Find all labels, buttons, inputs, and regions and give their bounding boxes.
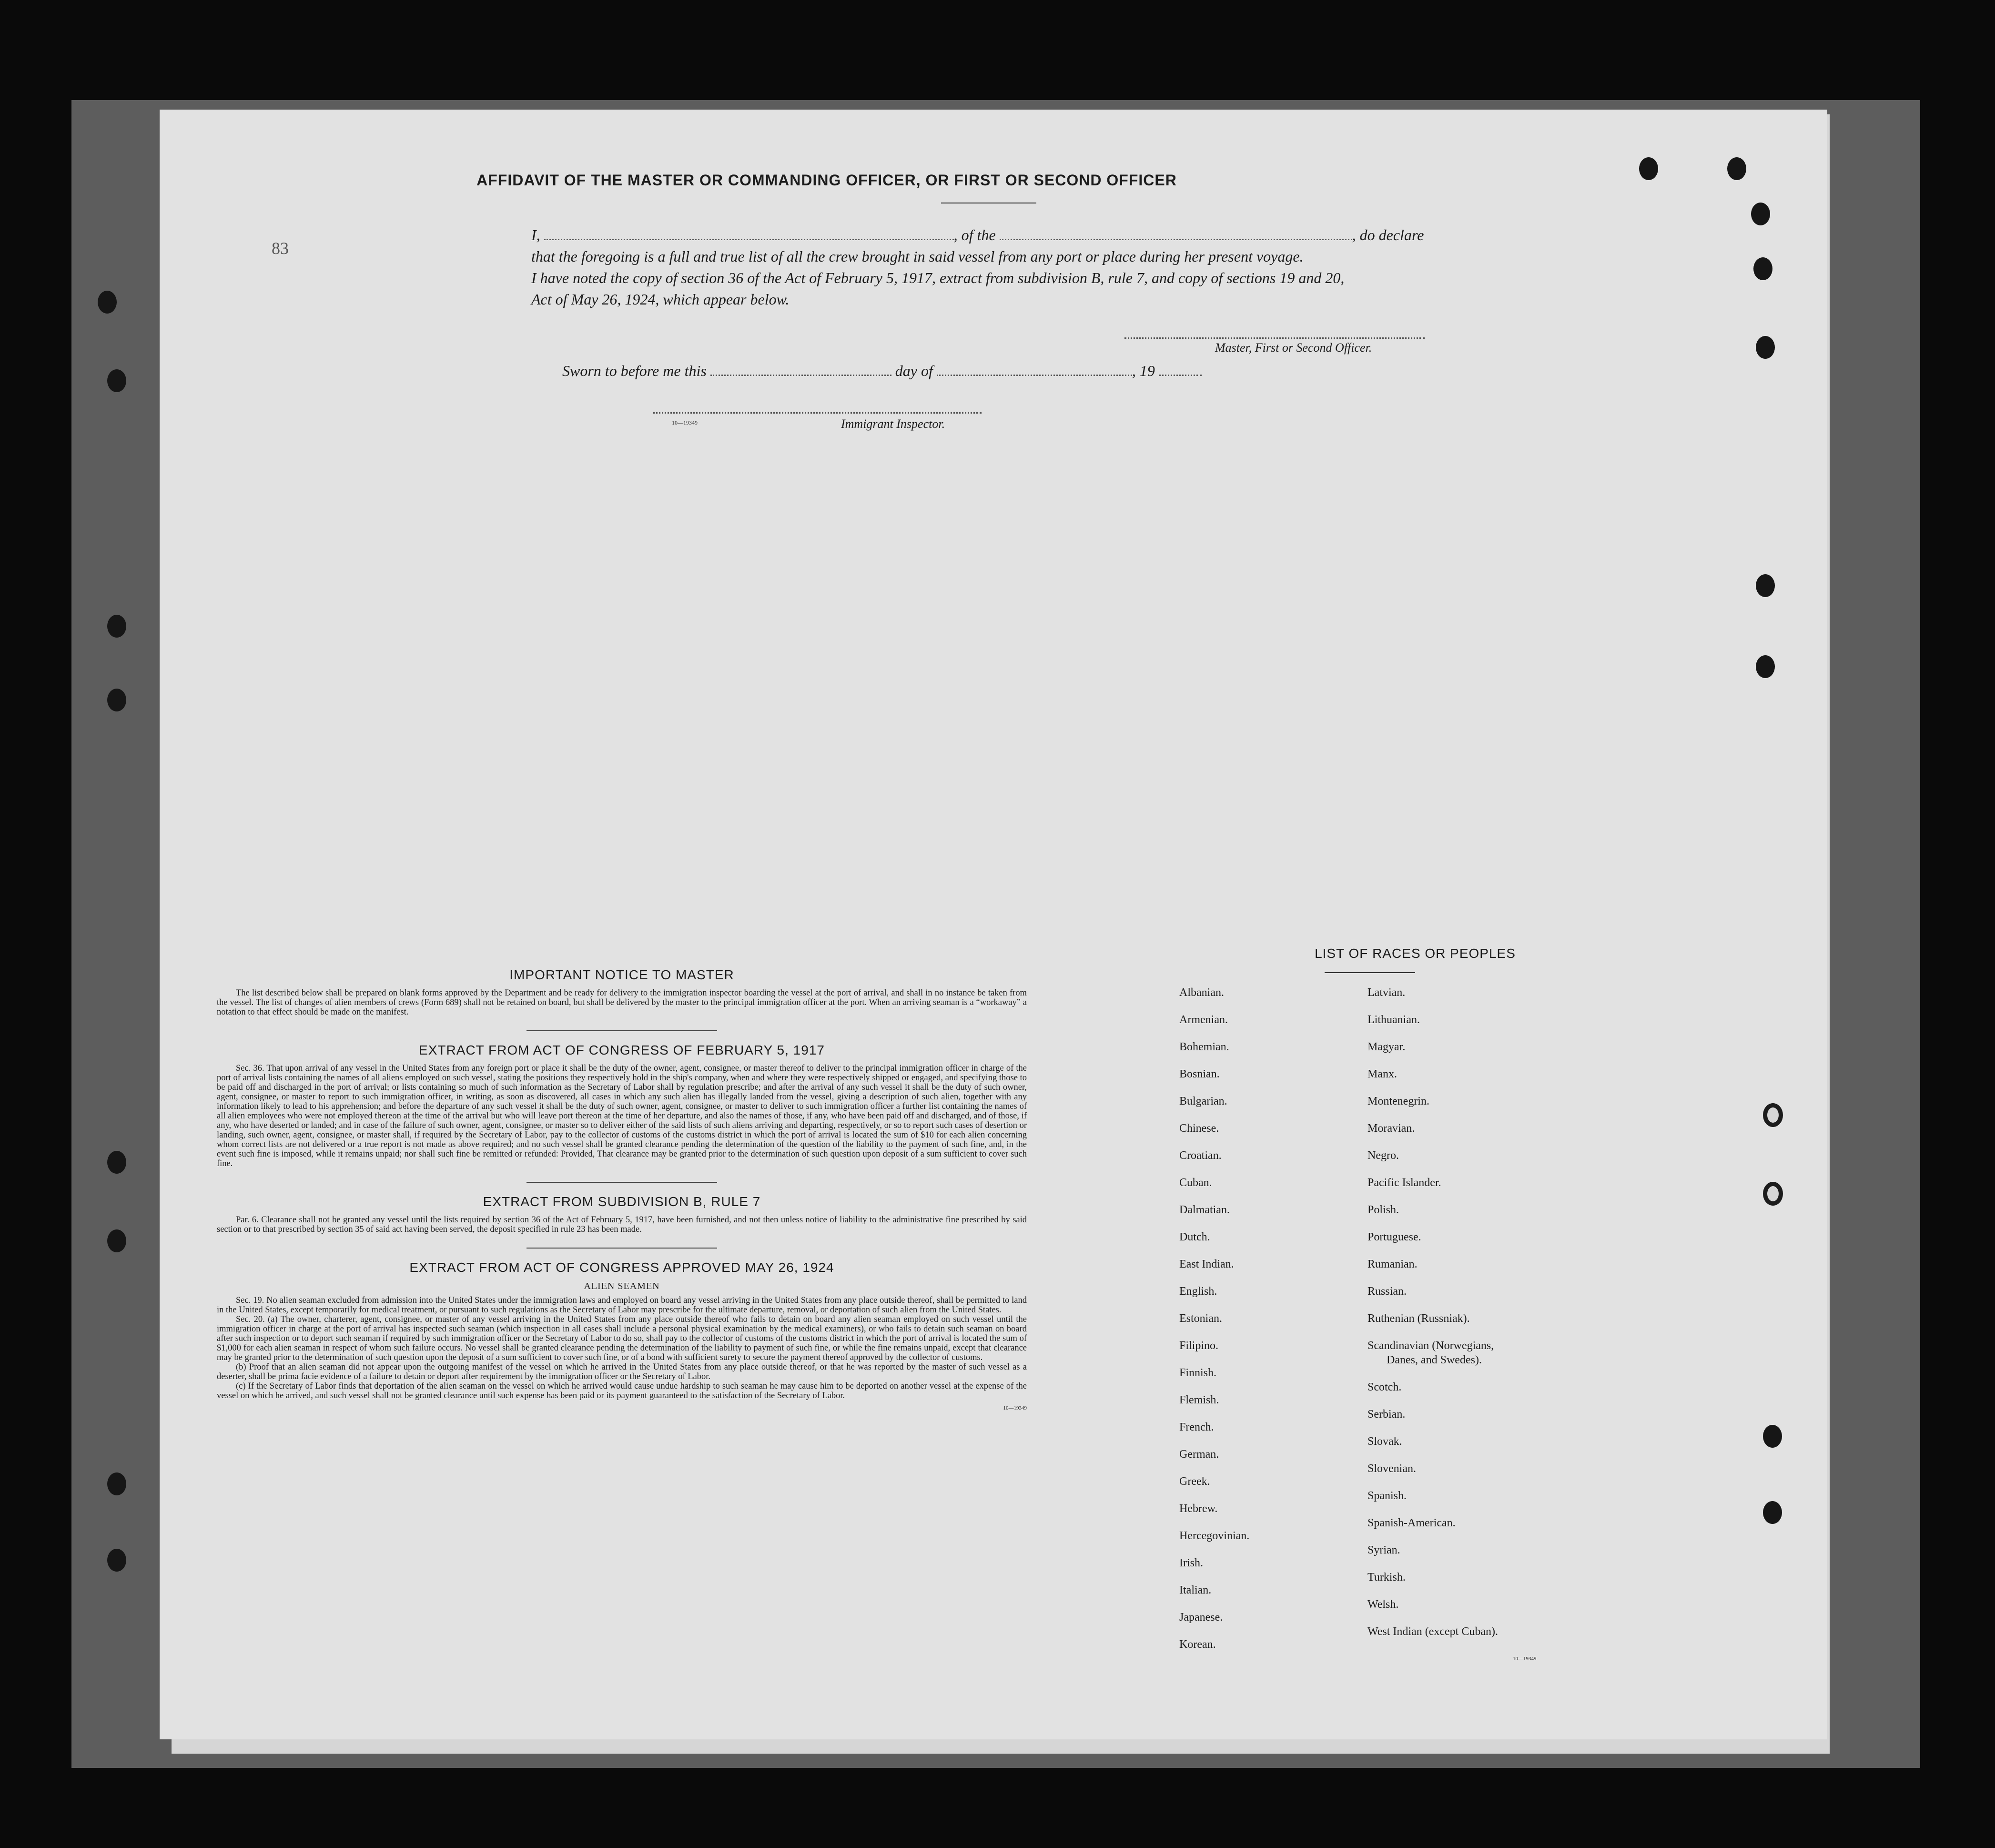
handwritten-page-number: 83 [272, 239, 289, 258]
race-item: Hercegovinian. [1179, 1530, 1250, 1542]
punch-hole [107, 369, 126, 392]
sworn-label: Sworn to before me this [562, 362, 707, 379]
section-divider [527, 1248, 717, 1249]
sec-20c-text: (c) If the Secretary of Labor finds that deportation of the alien seaman on the vessel on which he arrived would cause undue hardship to such seaman he may cause him to be deported on another vessel at the expense of the vessel on which he arrived, and such vessel shall not be granted clearance until such expense has been paid or its payment guaranteed to the satisfaction of the Secretary of Labor. [217, 1381, 1027, 1401]
notice-title: IMPORTANT NOTICE TO MASTER [509, 967, 734, 982]
race-item: Finnish. [1179, 1367, 1217, 1379]
race-item: Japanese. [1179, 1611, 1223, 1624]
punch-hole [1639, 157, 1658, 180]
punch-hole [107, 1151, 126, 1174]
race-item-line: Danes, and Swedes). [1387, 1354, 1482, 1366]
punch-hole [107, 1472, 126, 1495]
section-divider [527, 1030, 717, 1031]
race-item: Greek. [1179, 1475, 1210, 1488]
race-item: Dutch. [1179, 1231, 1210, 1243]
race-item: Filipino. [1179, 1340, 1219, 1352]
vessel-name-field[interactable] [1000, 226, 1352, 240]
race-item: Croatian. [1179, 1149, 1222, 1162]
races-title: LIST OF RACES OR PEOPLES [1315, 946, 1516, 961]
race-item: Armenian. [1179, 1014, 1228, 1026]
affidavit-title: AFFIDAVIT OF THE MASTER OR COMMANDING OFFICER, OR FIRST OR SECOND OFFICER [476, 172, 1177, 189]
punch-hole [107, 689, 126, 711]
race-item: Hebrew. [1179, 1503, 1218, 1515]
master-name-field[interactable] [544, 226, 954, 240]
inspector-label: Immigrant Inspector. [841, 417, 945, 431]
punch-hole [107, 1549, 126, 1572]
punch-hole [1763, 1103, 1783, 1127]
race-item: English. [1179, 1285, 1217, 1298]
race-item: French. [1179, 1421, 1214, 1433]
race-item: Polish. [1367, 1204, 1399, 1216]
race-item: Rumanian. [1367, 1258, 1418, 1270]
master-signature-line[interactable] [1124, 337, 1425, 339]
sworn-year-field[interactable] [1159, 362, 1202, 376]
race-item: Serbian. [1367, 1408, 1406, 1421]
race-item: Bohemian. [1179, 1041, 1229, 1053]
race-item: Albanian. [1179, 986, 1224, 999]
punch-hole [1751, 203, 1770, 225]
races-title-divider [1325, 972, 1415, 973]
race-item: Cuban. [1179, 1177, 1212, 1189]
punch-hole [1756, 655, 1775, 678]
punch-hole [1763, 1501, 1782, 1524]
form-number: 10—19349 [672, 419, 698, 426]
sec-19-text: Sec. 19. No alien seaman excluded from admission into the United States under the immigration laws and employed on board any vessel arriving in the United States from any place outside thereof, shall be permitted to land in the United States, except temporarily for medical treatment, or pursuant to such regulations as the Secretary of Labor may prescribe for the ultimate departure, removal, or deportation of such alien from the United States. [217, 1296, 1027, 1315]
punch-hole [107, 1229, 126, 1252]
extract-rule7-text: Par. 6. Clearance shall not be granted any vessel until the lists required by section 36 of the Act of February 5, 1917, have been furnished, and not then unless notice of liability to the administrative fine prescribed by said section or to that prescribed by section 35 of said act having been served, the deposit specified in rule 23 has been made. [217, 1215, 1027, 1234]
section-divider [527, 1182, 717, 1183]
of-the-label: , of the [953, 226, 996, 244]
year-prefix: , 19 [1132, 362, 1155, 379]
affidavit-line-4: Act of May 26, 1924, which appear below. [531, 291, 790, 308]
do-declare-label: , do declare [1352, 226, 1424, 244]
race-item: Slovak. [1367, 1435, 1402, 1448]
race-item: Slovenian. [1367, 1462, 1416, 1475]
race-item: Montenegrin. [1367, 1095, 1429, 1107]
race-item: Irish. [1179, 1557, 1203, 1569]
sec-20b-text: (b) Proof that an alien seaman did not appear upon the outgoing manifest of the vessel on which he arrived in the United States from any place outside thereof, or that he was reported by the master of such vessel as a deserter, shall be prima facie evidence of a failure to detain or deport after requirement by the immigration officer or the Secretary of Labor. [217, 1362, 1027, 1381]
extract-1917-title: EXTRACT FROM ACT OF CONGRESS OF FEBRUARY 5, 1917 [419, 1043, 825, 1057]
affidavit-line-3: I have noted the copy of section 36 of the Act of February 5, 1917, extract from subdivision B, rule 7, and copy of sections 19 and 20, [531, 269, 1345, 286]
race-item: East Indian. [1179, 1258, 1234, 1270]
notice-text: The list described below shall be prepared on blank forms approved by the Department and be ready for delivery to the immigration inspector boarding the vessel at the port of arrival, and shall in no instance be taken from the vessel. The list of changes of alien members of crews (Form 689) shall not be retained on board, but shall be delivered by the master to the principal immigration officer at the port. When an arriving seaman is a “workaway” a notation to that effect should be made on the manifest. [217, 988, 1027, 1017]
sworn-month-field[interactable] [937, 362, 1132, 376]
day-of-label: day of [895, 362, 933, 379]
race-item: Latvian. [1367, 986, 1406, 999]
punch-hole [1756, 336, 1775, 359]
sec-20a-text: Sec. 20. (a) The owner, charterer, agent, consignee, or master of any vessel arriving in the United States from any place outside thereof who fails to detain on board any alien seaman employed on such vessel until the immigration officer in charge at the port of arrival has inspected such seaman (which inspection in all cases shall include a personal physical examination by the medical examiners), or who fails to detain such seaman on board after such inspection or to deport such seaman if required by such immigration officer or the Secretary of Labor to do so, shall pay to the collector of customs of the customs district in which the port of arrival is located the sum of $1,000 for each alien seaman in respect of whom such failure occurs. No vessel shall be granted clearance pending the determination of the liability to payment of such fine, or while the fine remains unpaid, except that clearance may be granted prior to the determination of such question upon the deposit of a sum sufficient to cover such fine, or of a bond with sufficient surety to secure the payment thereof approved by the collector of customs. [217, 1315, 1027, 1362]
extract-1917-text: Sec. 36. That upon arrival of any vessel in the United States from any foreign port or place it shall be the duty of the owner, agent, consignee, or master thereof to deliver to the principal immigration officer in charge of the port of arrival lists containing the names of all aliens employed on such vessel, stating the positions they respectively hold in the ship's company, when and where they were respectively shipped or engaged, and specifying those to be paid off and discharged in the port of arrival; or lists containing so much of such information as the Secretary of Labor shall by regulation prescribe; and after the arrival of any such vessel it shall be the duty of such owner, agent, consignee, or master to report to such immigration officer, in writing, as soon as discovered, all cases in which any such alien has illegally landed from the vessel, giving a description of such alien, together with any information likely to lead to his apprehension; and before the departure of any such vessel it shall be the duty of such owner, agent, consignee, or master to deliver to such immigration officer a further list containing the names of all alien employees who were not employed thereon at the time of the arrival but who will leave port thereon at the time of her departure, and also the names of those, if any, who have been paid off and discharged, and of those, if any, who have deserted or landed; and in case of the failure of such owner, agent, consignee, or master so to deliver either of the said lists of such aliens arriving and departing, respectively, or so to report such cases of desertion or landing, such owner, agent, consignee, or master shall, if required by the Secretary of Labor, pay to the collector of customs of the customs district in which the port of arrival is located the sum of $10 for each alien concerning whom correct lists are not delivered or a true report is not made as above required; and no such vessel shall be granted clearance pending the determination of the question of the liability to the payment of such fine, and, in the event such fine is imposed, while it remains unpaid; nor shall such fine be remitted or refunded: Provided, That clearance may be granted prior to the determination of such question upon deposit of a sum sufficient to cover such fine. [217, 1064, 1027, 1168]
punch-hole [107, 615, 126, 638]
race-item: Estonian. [1179, 1312, 1222, 1325]
punch-hole [1763, 1425, 1782, 1448]
race-item: Manx. [1367, 1068, 1397, 1080]
punch-hole [1727, 157, 1746, 180]
races-column-1 [1179, 979, 1249, 1658]
race-item: Pacific Islander. [1367, 1177, 1441, 1189]
punch-hole [98, 291, 117, 314]
punch-hole [1763, 1182, 1783, 1206]
form-number: 10—19349 [1003, 1405, 1027, 1411]
race-item: Bulgarian. [1179, 1095, 1227, 1107]
race-item: West Indian (except Cuban). [1367, 1625, 1498, 1638]
document-page [160, 110, 1827, 1739]
race-item: Syrian. [1367, 1544, 1400, 1556]
extract-rule7-title: EXTRACT FROM SUBDIVISION B, RULE 7 [483, 1194, 761, 1209]
race-item: German. [1179, 1448, 1219, 1461]
i-label: I, [531, 226, 540, 244]
punch-hole [1756, 574, 1775, 597]
form-number: 10—19349 [1513, 1656, 1537, 1662]
race-item-scandinavian [1367, 1339, 1498, 1367]
race-item: Spanish-American. [1367, 1517, 1456, 1529]
sworn-day-field[interactable] [710, 362, 891, 376]
race-item-line: Scandinavian (Norwegians, [1367, 1340, 1494, 1352]
race-item: Turkish. [1367, 1571, 1406, 1584]
race-item: Italian. [1179, 1584, 1212, 1596]
race-item: Dalmatian. [1179, 1204, 1230, 1216]
affidavit-line-2: that the foregoing is a full and true list of all the crew brought in said vessel from any port or place during her present voyage. [531, 248, 1304, 265]
race-item: Portuguese. [1367, 1231, 1421, 1243]
race-item: Lithuanian. [1367, 1014, 1420, 1026]
race-item: Magyar. [1367, 1041, 1406, 1053]
inspector-signature-line[interactable] [653, 412, 982, 414]
alien-seamen-subtitle: ALIEN SEAMEN [584, 1281, 660, 1291]
race-item: Scotch. [1367, 1381, 1402, 1393]
notices-column [217, 967, 1027, 1411]
races-column-2 [1367, 979, 1498, 1645]
race-item: Welsh. [1367, 1598, 1399, 1611]
race-item: Ruthenian (Russniak). [1367, 1312, 1470, 1325]
race-item: Bosnian. [1179, 1068, 1220, 1080]
race-item: Negro. [1367, 1149, 1399, 1162]
race-item: Russian. [1367, 1285, 1407, 1298]
race-item: Spanish. [1367, 1490, 1407, 1502]
punch-hole [1753, 257, 1772, 280]
race-item: Moravian. [1367, 1122, 1415, 1135]
master-signature-label: Master, First or Second Officer. [1215, 341, 1372, 355]
race-item: Korean. [1179, 1638, 1216, 1651]
race-item: Chinese. [1179, 1122, 1219, 1135]
extract-1924-title: EXTRACT FROM ACT OF CONGRESS APPROVED MAY 26, 1924 [409, 1260, 834, 1275]
sworn-line [562, 362, 1477, 380]
affidavit-line-1 [531, 226, 1446, 244]
race-item: Flemish. [1179, 1394, 1219, 1406]
